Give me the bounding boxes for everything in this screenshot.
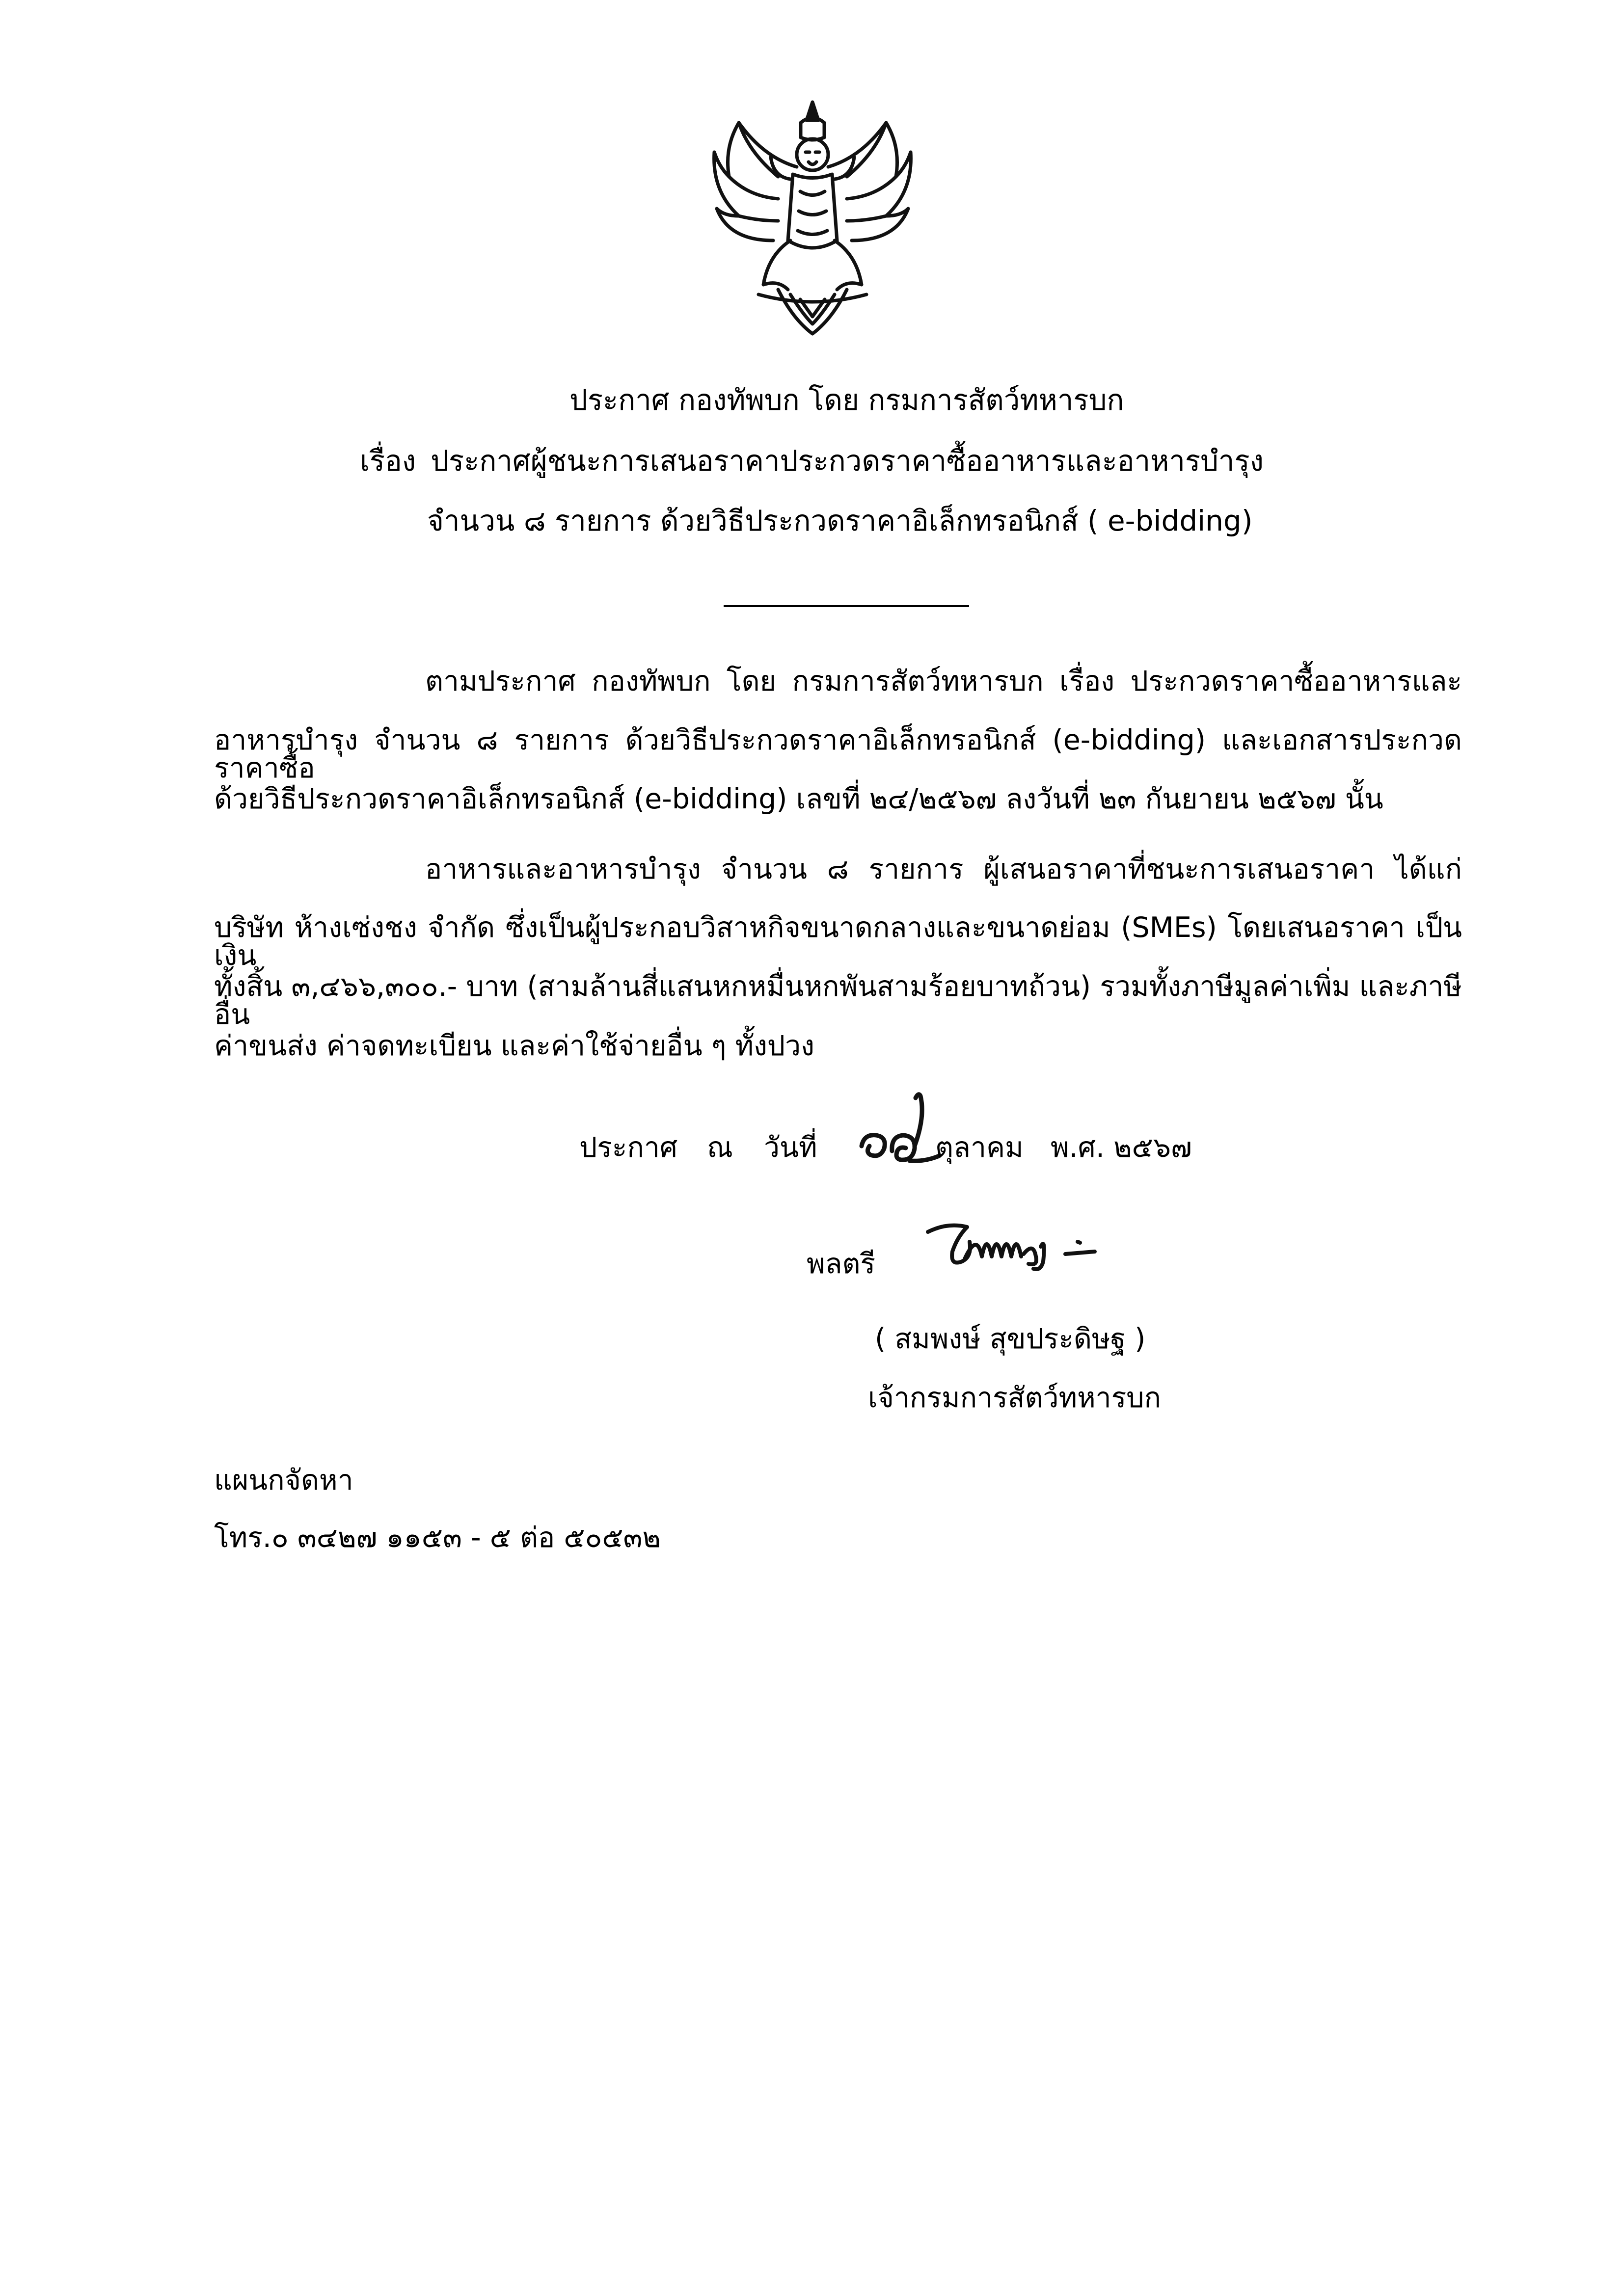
- contact-department: แผนกจัดหา: [214, 1464, 353, 1496]
- contact-phone: โทร.๐ ๓๔๒๗ ๑๑๕๓ - ๕ ต่อ ๕๐๕๓๒: [214, 1522, 661, 1554]
- date-at-label: ณ: [707, 1131, 733, 1164]
- announcement-title: ประกาศ กองทัพบก โดย กรมการสัตว์ทหารบก: [569, 383, 1124, 417]
- date-day-label: วันที่: [764, 1131, 817, 1164]
- date-announce-label: ประกาศ: [579, 1131, 678, 1164]
- signer-position: เจ้ากรมการสัตว์ทหารบก: [868, 1382, 1161, 1414]
- paragraph-2-line-3: ทั้งสิ้น ๓,๔๖๖,๓๐๐.- บาท (สามล้านสี่แสนหกหมื่นหกพันสามร้อยบาทถ้วน) รวมทั้งภาษีมูลค่าเพิ่ม และภาษีอื่น: [214, 970, 1462, 1031]
- subject-text: ประกาศผู้ชนะการเสนอราคาประกวดราคาซื้ออาหารและอาหารบำรุง: [431, 444, 1264, 478]
- announcement-subject: [360, 444, 1264, 478]
- paragraph-2-line-2: บริษัท ห้างเซ่งชง จำกัด ซึ่งเป็นผู้ประกอบวิสาหกิจขนาดกลางและขนาดย่อม (SMEs) โดยเสนอราคา เป็นเงิน: [214, 911, 1462, 972]
- paragraph-1-line-1: ตามประกาศ กองทัพบก โดย กรมการสัตว์ทหารบก เรื่อง ประกวดราคาซื้ออาหารและ: [425, 665, 1462, 697]
- paragraph-2-line-4: ค่าขนส่ง ค่าจดทะเบียน และค่าใช้จ่ายอื่น ๆ ทั้งปวง: [214, 1030, 814, 1062]
- date-year: พ.ศ. ๒๕๖๗: [1051, 1131, 1192, 1164]
- title-divider: [724, 605, 969, 607]
- garuda-emblem-icon: [704, 93, 920, 344]
- paragraph-1-line-3: ด้วยวิธีประกวดราคาอิเล็กทรอนิกส์ (e-bidding) เลขที่ ๒๔/๒๕๖๗ ลงวันที่ ๒๓ กันยายน ๒๕๖๗ นั้น: [214, 783, 1383, 815]
- paragraph-2-line-1: อาหารและอาหารบำรุง จำนวน ๘ รายการ ผู้เสนอราคาที่ชนะการเสนอราคา ได้แก่: [425, 853, 1462, 885]
- signer-rank: พลตรี: [807, 1248, 876, 1280]
- handwritten-signature: [918, 1212, 1134, 1286]
- announcement-subject-continued: จำนวน ๘ รายการ ด้วยวิธีประกวดราคาอิเล็กทรอนิกส์ ( e-bidding): [427, 504, 1253, 537]
- signer-name: ( สมพงษ์ สุขประดิษฐ ): [875, 1323, 1146, 1355]
- date-month: ตุลาคม: [935, 1131, 1024, 1164]
- paragraph-1-line-2: อาหารบำรุง จำนวน ๘ รายการ ด้วยวิธีประกวดราคาอิเล็กทรอนิกส์ (e-bidding) และเอกสารประกวดราคาซื้อ: [214, 724, 1462, 784]
- handwritten-day-number: [852, 1087, 945, 1171]
- subject-label: เรื่อง: [360, 444, 416, 478]
